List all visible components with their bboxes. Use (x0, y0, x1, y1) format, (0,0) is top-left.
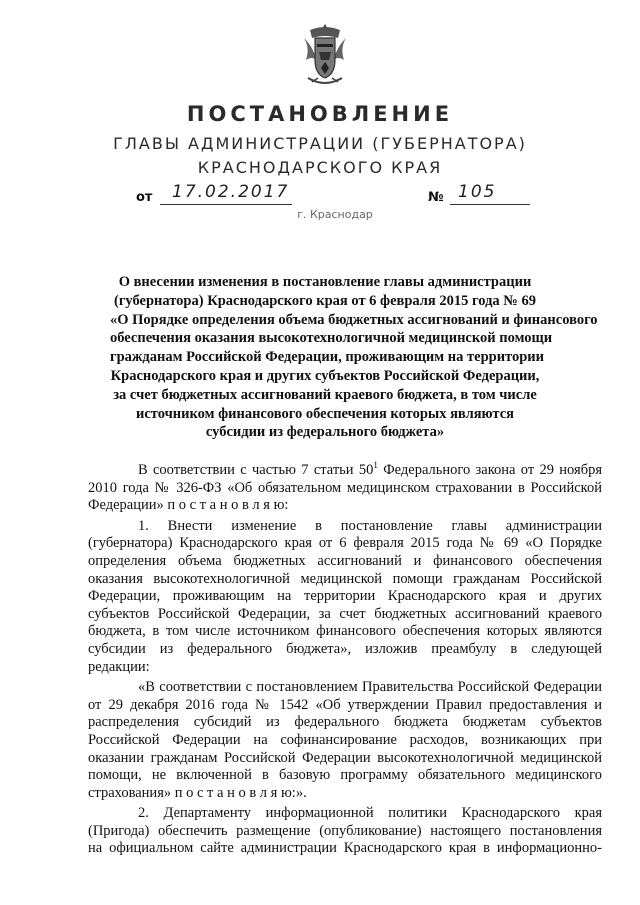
preamble-line: Федерации» п о с т а н о в л я ю: (88, 497, 289, 514)
number-underline (450, 204, 530, 205)
issuer-line: ГЛАВЫ АДМИНИСТРАЦИИ (ГУБЕРНАТОРА) (113, 134, 527, 153)
quote-line: «В соответствии с постановлением Правительства Российской Федерации (138, 679, 602, 696)
subject-line: за счет бюджетных ассигнований краевого бюджета, в том числе (113, 386, 537, 403)
quote-line: распределения субсидий из федерального бюджета бюджетам субъектов (88, 714, 602, 731)
document-body (88, 462, 602, 858)
subject-line: «О Порядке определения объема бюджетных ассигнований и финансового (110, 311, 598, 328)
document-type-title: ПОСТАНОВЛЕНИЕ (186, 102, 454, 126)
item1-line: бюджета, в том числе источником финансового обеспечения которых являются (88, 623, 602, 640)
item2-line: (Пригода) обеспечить размещение (опубликование) настоящего постановления (88, 822, 602, 839)
quote-line: Российской Федерации на софинансирование расходов, возникающих при (88, 731, 602, 748)
from-label: от (136, 190, 153, 205)
item1-line: (губернатора) Краснодарского края от 6 февраля 2015 года № 69 «О Порядке (88, 535, 602, 552)
subject-line: Краснодарского края и других субъектов Российской Федерации, (110, 367, 540, 384)
item1-line: 1. Внести изменение в постановление главы администрации (138, 517, 602, 534)
subject-line: О внесении изменения в постановление главы администрации (118, 274, 532, 290)
subject-line: гражданам Российской Федерации, проживающим на территории (110, 349, 545, 366)
quote-line: страхования» п о с т а н о в л я ю:». (88, 784, 307, 801)
region-line: КРАСНОДАРСКОГО КРАЯ (197, 158, 443, 177)
item1-line: редакции: (88, 658, 150, 675)
number-label: № (428, 190, 444, 205)
item2-line: на официальном сайте администрации Краснодарского края в информационно- (88, 840, 602, 857)
quote-line: помощи, не включенной в базовую программу обязательного медицинского (88, 767, 602, 784)
item1-line: Федерации, проживающим на территории Краснодарского края и других (88, 588, 602, 605)
preamble-line (88, 462, 602, 480)
document-subject (110, 273, 598, 442)
subject-line: субсидии из федерального бюджета» (205, 424, 445, 441)
quote-line: от 29 декабря 2016 года № 1542 «Об утверждении Правил предоставления и (88, 696, 602, 713)
item1-line: субсидии из федерального бюджета», изложив преамбулу в следующей (88, 640, 602, 657)
item1-line: субъектов Российской Федерации, за счет бюджетных ассигнований краевого (88, 605, 602, 622)
handwritten-date: 17.02.2017 (172, 182, 290, 202)
subject-line: источником финансового обеспечения которых являются (135, 405, 515, 422)
article-superscript: 1 (373, 460, 378, 471)
subject-line: обеспечения оказания высокотехнологичной медицинской помощи (110, 330, 553, 347)
subject-line: (губернатора) Краснодарского края от 6 февраля 2015 года № 69 (113, 292, 536, 309)
preamble-text: В соответствии с частью 7 статьи 50 (138, 462, 374, 478)
handwritten-number: 105 (458, 182, 497, 202)
preamble-line: 2010 года № 326-ФЗ «Об обязательном медицинском страховании в Российской (88, 479, 602, 496)
date-underline (160, 204, 292, 205)
preamble-text: Федерального закона от 29 ноября (377, 462, 603, 478)
city-label: г. Краснодар (297, 208, 373, 221)
quote-line: оказании гражданам Российской Федерации высокотехнологичной медицинской (88, 749, 602, 766)
item1-line: оказания высокотехнологичной медицинской помощи гражданам Российской (88, 570, 602, 587)
item1-line: определения объема бюджетных ассигнований и финансового обеспечения (88, 552, 602, 569)
item2-line: 2. Департаменту информационной политики Краснодарского края (138, 805, 602, 822)
coat-of-arms-icon (300, 22, 350, 88)
